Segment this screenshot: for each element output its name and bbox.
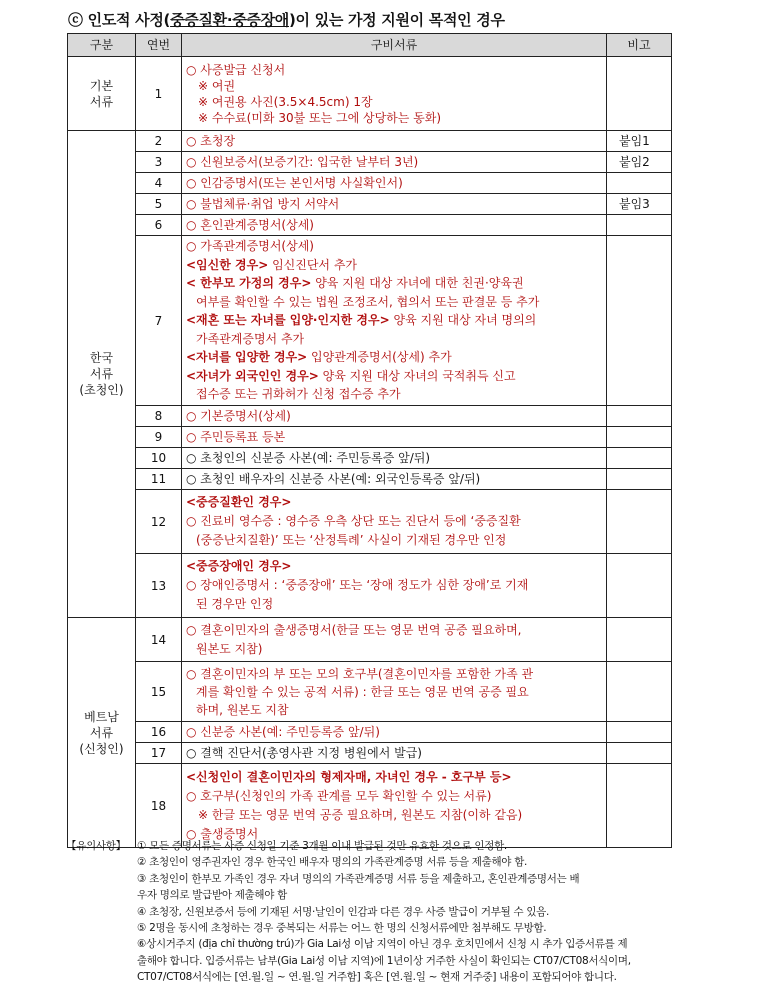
row-number: 6 — [136, 215, 182, 236]
doc-line — [186, 367, 602, 386]
category-vietnam — [68, 618, 136, 848]
row-number: 2 — [136, 131, 182, 152]
table-row — [68, 662, 672, 722]
note-cell — [607, 57, 672, 131]
row-number: 5 — [136, 194, 182, 215]
note-cell: 붙임2 — [607, 152, 672, 173]
table-row — [68, 173, 672, 194]
doc-cell: ○ 혼인관계증명서(상세) — [182, 215, 607, 236]
note-cell — [607, 406, 672, 427]
condition-label: <중증장애인 경우> — [186, 559, 292, 573]
row-number: 14 — [136, 618, 182, 662]
row-number: 10 — [136, 448, 182, 469]
table-row — [68, 448, 672, 469]
document-table — [67, 33, 672, 848]
note-item: 우자 명의로 발급받아 제출해야 함 — [137, 889, 287, 902]
doc-cell: ○ 불법체류·취업 방지 서약서 — [182, 194, 607, 215]
doc-line: ※ 여권 — [198, 78, 236, 93]
condition-label: <임신한 경우> — [186, 257, 269, 272]
note-item: ⑤ 2명을 동시에 초청하는 경우 중복되는 서류는 어느 한 명의 신청서류에만 첨부해도 무방함. — [137, 922, 547, 935]
doc-cell: ○ 초청장 — [182, 131, 607, 152]
table-row — [68, 215, 672, 236]
category-line: 서류 — [89, 94, 114, 109]
doc-line: ○ 사증발급 신청서 — [186, 62, 286, 77]
doc-cell — [182, 236, 607, 406]
doc-cell — [182, 764, 607, 848]
doc-cell: ○ 주민등록표 등본 — [182, 427, 607, 448]
doc-line: ○ 호구부(신청인의 가족 관계를 모두 확인할 수 있는 서류) — [186, 788, 492, 803]
table-row — [68, 554, 672, 618]
note-cell — [607, 215, 672, 236]
doc-line: ○ 가족관계증명서(상세) — [186, 239, 314, 254]
row-number: 11 — [136, 469, 182, 490]
table-row — [68, 743, 672, 764]
doc-line — [186, 348, 602, 367]
notes-heading: 【유의사항】 — [66, 840, 126, 852]
row-number: 1 — [136, 57, 182, 131]
note-item: ② 초청인이 영주권자인 경우 한국인 배우자 명의의 가족관계증명 서류 등을 제출해야 함. — [137, 856, 528, 869]
doc-cell: ○ 신분증 사본(예: 주민등록증 앞/뒤) — [182, 722, 607, 743]
doc-cell: ○ 초청인의 신분증 사본(예: 주민등록증 앞/뒤) — [182, 448, 607, 469]
note-cell — [607, 490, 672, 554]
category-line: (신청인) — [79, 741, 124, 756]
table-row — [68, 764, 672, 848]
table-header-row — [68, 34, 672, 57]
note-cell — [607, 764, 672, 848]
header-category: 구분 — [68, 34, 136, 57]
doc-cell — [182, 662, 607, 722]
row-number: 18 — [136, 764, 182, 848]
note-item: CT07/CT08서식에는 [연.월.일 ~ 연.월.일 거주함] 혹은 [연.월.일 ~ 현재 거주중] 내용이 포함되어야 합니다. — [137, 971, 617, 984]
note-cell — [607, 722, 672, 743]
title-underlined: 중증질환·중증장애 — [170, 11, 289, 29]
doc-line: ※ 수수료(미화 30불 또는 그에 상당하는 동화) — [198, 110, 442, 125]
row-number: 17 — [136, 743, 182, 764]
row-number: 9 — [136, 427, 182, 448]
title-tail: )이 있는 가정 지원이 목적인 경우 — [289, 11, 505, 29]
doc-line: 계를 확인할 수 있는 공적 서류) : 한글 또는 영문 번역 공증 필요 — [196, 684, 529, 699]
row-number: 12 — [136, 490, 182, 554]
doc-line: 하며, 원본도 지참 — [196, 702, 289, 717]
category-line: 기본 — [89, 78, 114, 93]
note-cell — [607, 554, 672, 618]
doc-cell: ○ 기본증명서(상세) — [182, 406, 607, 427]
note-item: ③ 초청인이 한부모 가족인 경우 자녀 명의의 가족관계증명 서류 등을 제출하고, 혼인관계증명서는 배 — [137, 872, 580, 885]
category-basic — [68, 57, 136, 131]
row-number: 15 — [136, 662, 182, 722]
table-row — [68, 194, 672, 215]
doc-cell — [182, 490, 607, 554]
note-cell — [607, 173, 672, 194]
doc-line: 여부를 확인할 수 있는 법원 조정조서, 협의서 또는 판결문 등 추가 — [196, 294, 540, 309]
table-row — [68, 618, 672, 662]
doc-cell — [182, 57, 607, 131]
doc-cell: ○ 인감증명서(또는 본인서명 사실확인서) — [182, 173, 607, 194]
note-cell — [607, 618, 672, 662]
doc-line: ○ 장애인증명서 : ‘중증장애’ 또는 ‘장애 정도가 심한 장애’로 기재 — [186, 578, 529, 592]
table-row — [68, 57, 672, 131]
doc-line: ※ 여권용 사진(3.5×4.5cm) 1장 — [198, 94, 373, 109]
row-number: 13 — [136, 554, 182, 618]
note-item: ① 모든 증명서류는 사증 신청일 기준 3개월 이내 발급된 것만 유효한 것으로 인정함. — [137, 840, 507, 852]
condition-label: <자녀가 외국인인 경우> — [186, 368, 319, 383]
row-number: 16 — [136, 722, 182, 743]
condition-label: <신청인이 결혼이민자의 형제자매, 자녀인 경우 - 호구부 등> — [186, 769, 512, 784]
header-note: 비고 — [607, 34, 672, 57]
row-number: 3 — [136, 152, 182, 173]
doc-text: 양육 지원 대상 자녀 명의의 — [389, 313, 537, 328]
condition-label: <자녀를 입양한 경우> — [186, 350, 308, 365]
note-cell — [607, 427, 672, 448]
note-cell — [607, 236, 672, 406]
table-row — [68, 722, 672, 743]
doc-line: 접수증 또는 귀화허가 신청 접수증 추가 — [196, 387, 401, 402]
doc-line — [186, 256, 602, 275]
table-row — [68, 490, 672, 554]
doc-line — [186, 311, 602, 330]
doc-text: 입양관계증명서(상세) 추가 — [307, 350, 452, 365]
note-cell: 붙임3 — [607, 194, 672, 215]
row-number: 8 — [136, 406, 182, 427]
doc-text: 양육 지원 대상 자녀의 국적취득 신고 — [318, 368, 516, 383]
doc-cell: ○ 신원보증서(보증기간: 입국한 날부터 3년) — [182, 152, 607, 173]
table-row — [68, 131, 672, 152]
condition-label: <중증질환인 경우> — [186, 495, 292, 509]
circle-c-marker: ⓒ — [68, 11, 83, 29]
condition-label: < 한부모 가정의 경우> — [186, 276, 312, 291]
header-number: 연번 — [136, 34, 182, 57]
table-row — [68, 236, 672, 406]
doc-line: (중증난치질환)’ 또는 ‘산정특례’ 사실이 기재된 경우만 인정 — [196, 533, 507, 547]
doc-cell: ○ 초청인 배우자의 신분증 사본(예: 외국인등록증 앞/뒤) — [182, 469, 607, 490]
category-line: 서류 — [89, 367, 114, 381]
doc-line: ○ 진료비 영수증 : 영수증 우측 상단 또는 진단서 등에 ‘중증질환 — [186, 514, 521, 528]
notes-list — [137, 838, 737, 986]
note-cell — [607, 448, 672, 469]
table-row — [68, 152, 672, 173]
note-cell — [607, 662, 672, 722]
doc-line — [186, 274, 602, 293]
doc-line: 된 경우만 인정 — [196, 597, 274, 611]
doc-line: 가족관계증명서 추가 — [196, 331, 305, 346]
note-item: ④ 초청장, 신원보증서 등에 기재된 서명·날인이 인감과 다른 경우 사증 발급이 거부될 수 있음. — [137, 905, 550, 918]
note-item: 출해야 합니다. 입증서류는 남부(Gia Lai성 이남 지역)에 1년이상 거주한 사실이 확인되는 CT07/CT08서식이며, — [137, 954, 631, 967]
doc-line: ※ 한글 또는 영문 번역 공증 필요하며, 원본도 지참(이하 같음) — [198, 807, 523, 822]
row-number: 7 — [136, 236, 182, 406]
doc-line: ○ 출생증명서 — [186, 826, 259, 841]
doc-line: ○ 결혼이민자의 부 또는 모의 호구부(결혼이민자를 포함한 가족 관 — [186, 666, 534, 681]
doc-line: 원본도 지참) — [196, 641, 263, 656]
table-row — [68, 469, 672, 490]
doc-cell: ○ 결핵 진단서(총영사관 지정 병원에서 발급) — [182, 743, 607, 764]
table-row — [68, 427, 672, 448]
note-cell: 붙임1 — [607, 131, 672, 152]
category-line: (초청인) — [79, 383, 124, 397]
doc-text: 양육 지원 대상 자녀에 대한 친권·양육권 — [311, 276, 524, 291]
doc-cell — [182, 618, 607, 662]
row-number: 4 — [136, 173, 182, 194]
note-item: ⑥상시거주지 (địa chỉ thường trú)가 Gia Lai성 이남 지역이 아닌 경우 호치민에서 신청 시 추가 입증서류를 제 — [137, 938, 628, 951]
header-docs: 구비서류 — [182, 34, 607, 57]
category-line: 한국 — [89, 351, 114, 365]
note-cell — [607, 469, 672, 490]
note-cell — [607, 743, 672, 764]
doc-cell — [182, 554, 607, 618]
title-lead: 인도적 사정( — [87, 11, 171, 29]
category-korea — [68, 131, 136, 618]
doc-text: 임신진단서 추가 — [268, 257, 358, 272]
doc-line: ○ 결혼이민자의 출생증명서(한글 또는 영문 번역 공증 필요하며, — [186, 622, 522, 637]
category-line: 서류 — [89, 725, 114, 740]
table-row — [68, 406, 672, 427]
page-title — [68, 9, 505, 30]
category-line: 베트남 — [84, 709, 119, 724]
condition-label: <재혼 또는 자녀를 입양·인지한 경우> — [186, 313, 390, 328]
